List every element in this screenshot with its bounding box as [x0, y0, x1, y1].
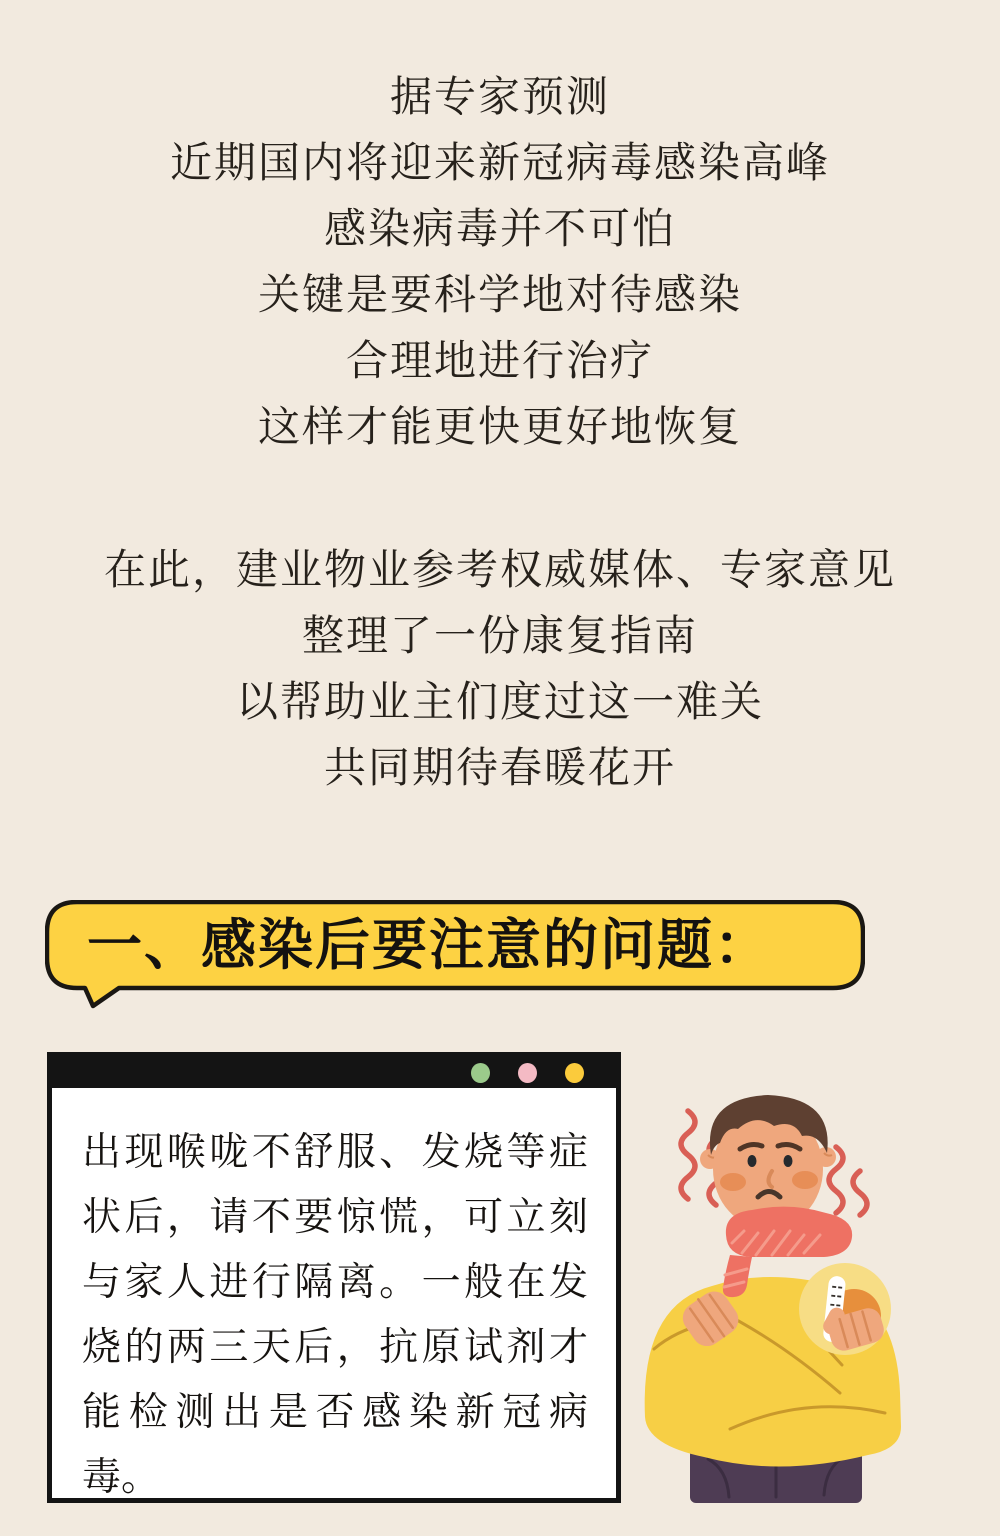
intro-line: 以帮助业主们度过这一难关	[235, 678, 764, 725]
intro-line: 感染病毒并不可怕	[323, 205, 676, 252]
section-banner	[45, 900, 865, 1016]
card-body-text	[52, 1088, 616, 1510]
intro-line: 共同期待春暖花开	[323, 744, 676, 791]
card-titlebar	[52, 1057, 616, 1088]
intro-line: 整理了一份康复指南	[301, 612, 698, 659]
sick-man-illustration	[630, 1083, 1000, 1503]
card-text-line: 状后，请不要惊慌，可立刻	[82, 1196, 588, 1239]
intro-line: 这样才能更快更好地恢复	[257, 403, 742, 450]
card-text-line: 能检测出是否感染新冠病	[82, 1391, 588, 1434]
window-dot-yellow-icon	[565, 1063, 584, 1083]
window-dot-green-icon	[471, 1063, 490, 1083]
card-text-line: 出现喉咙不舒服、发烧等症	[82, 1131, 588, 1174]
card-text-line: 烧的两三天后，抗原试剂才	[82, 1326, 588, 1369]
intro-paragraph-1	[0, 64, 1000, 460]
window-dot-pink-icon	[518, 1063, 537, 1083]
browser-window-card	[47, 1052, 621, 1503]
intro-line: 近期国内将迎来新冠病毒感染高峰	[169, 139, 830, 186]
intro-paragraph-2	[0, 537, 1000, 801]
intro-line: 在此，建业物业参考权威媒体、专家意见	[103, 546, 896, 593]
intro-line: 关键是要科学地对待感染	[257, 271, 742, 318]
card-text-line: 与家人进行隔离。一般在发	[82, 1261, 588, 1304]
right-eye	[784, 1155, 793, 1167]
card-text-line: 毒。	[82, 1456, 161, 1499]
intro-line: 合理地进行治疗	[345, 337, 654, 384]
intro-line: 据专家预测	[389, 73, 610, 120]
right-cheek	[792, 1171, 818, 1189]
section-banner-title: 一、感染后要注意的问题：	[87, 914, 772, 976]
left-eye	[748, 1155, 757, 1167]
left-cheek	[720, 1173, 746, 1191]
